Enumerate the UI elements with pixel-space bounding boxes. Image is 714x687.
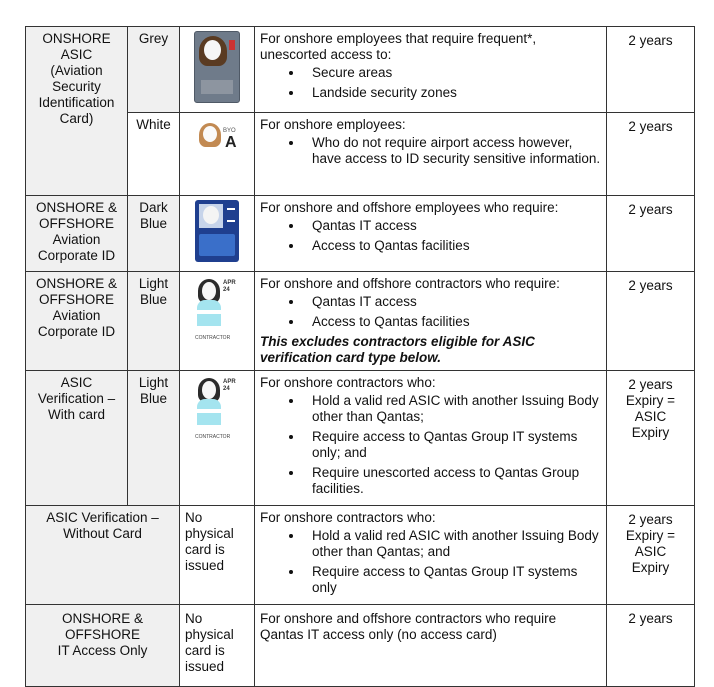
validity-line: 2 years xyxy=(628,33,673,48)
colour-label: Light xyxy=(138,276,169,291)
colour-label: White xyxy=(136,117,171,132)
eligibility-text: For onshore employees: xyxy=(260,117,406,132)
verification-card-image xyxy=(195,375,239,440)
validity-line: Expiry = ASIC xyxy=(625,393,676,424)
no-card-line: No xyxy=(185,510,203,525)
card-type-line: (Aviation xyxy=(50,63,103,78)
card-type-line: OFFSHORE xyxy=(38,216,114,231)
eligibility-item: • Access to Qantas facilities xyxy=(304,238,601,254)
card-image-cell xyxy=(180,272,255,371)
card-image-cell xyxy=(180,27,255,113)
eligibility-cell xyxy=(255,272,607,371)
eligibility-text: For onshore contractors who: xyxy=(260,510,436,525)
validity-cell xyxy=(607,27,695,113)
card-tag: BYO xyxy=(223,128,236,134)
validity-line: 2 years xyxy=(628,202,673,217)
eligibility-cell xyxy=(255,113,607,196)
eligibility-text: For onshore and offshore contractors who require Qantas IT access only (no access card) xyxy=(260,611,557,642)
card-date: APR 24 xyxy=(223,379,236,392)
eligibility-item: • Qantas IT access xyxy=(304,294,601,310)
card-type-line: Corporate ID xyxy=(37,324,116,339)
card-type-line: ASIC xyxy=(60,375,93,390)
dark-blue-card-image xyxy=(195,200,239,262)
eligibility-item: • Hold a valid red ASIC with another Issuing Body other than Qantas; and xyxy=(304,528,601,560)
card-type-line: Without Card xyxy=(63,526,142,541)
card-image-cell xyxy=(180,371,255,506)
validity-line: 2 years xyxy=(628,278,673,293)
colour-label: Blue xyxy=(139,216,168,231)
eligibility-text: For onshore and offshore contractors who require: xyxy=(260,276,560,291)
grey-asic-card-image xyxy=(194,31,240,103)
card-type-cell xyxy=(26,605,180,687)
card-type-line: ONSHORE & xyxy=(61,611,143,626)
validity-line: Expiry = ASIC xyxy=(625,528,676,559)
colour-cell xyxy=(128,371,180,506)
eligibility-item: • Landside security zones xyxy=(304,85,601,101)
eligibility-list xyxy=(260,135,601,167)
card-type-line: ONSHORE xyxy=(42,31,111,46)
eligibility-item: • Qantas IT access xyxy=(304,218,601,234)
id-card-table-page xyxy=(25,26,694,687)
colour-label: Light xyxy=(138,375,169,390)
card-type-line: ASIC Verification – xyxy=(46,510,159,525)
card-type-line: Identification xyxy=(38,95,115,110)
eligibility-item: • Hold a valid red ASIC with another Issuing Body other than Qantas; xyxy=(304,393,601,425)
card-letter: A xyxy=(225,134,237,151)
colour-cell xyxy=(128,272,180,371)
eligibility-item: • Who do not require airport access however, have access to ID security sensitive information. xyxy=(304,135,601,167)
light-blue-card-image xyxy=(195,276,239,341)
id-card-table xyxy=(25,26,695,687)
no-card-line: card is xyxy=(185,643,225,658)
card-label: CONTRACTOR xyxy=(195,434,231,440)
redacted-face xyxy=(202,381,216,399)
colour-label: Grey xyxy=(138,31,169,46)
card-type-cell xyxy=(26,506,180,605)
no-card-line: issued xyxy=(185,659,225,674)
eligibility-list xyxy=(260,528,601,596)
eligibility-list xyxy=(260,393,601,497)
card-type-cell xyxy=(26,27,128,196)
card-type-line: IT Access Only xyxy=(57,643,148,658)
table-row xyxy=(26,27,695,113)
validity-line: Expiry xyxy=(631,560,670,575)
validity-line: 2 years xyxy=(628,512,673,527)
card-image-cell xyxy=(180,605,255,687)
table-row xyxy=(26,605,695,687)
eligibility-item: • Require access to Qantas Group IT systems only xyxy=(304,564,601,596)
card-type-line: ONSHORE & xyxy=(35,200,117,215)
colour-label: Dark xyxy=(139,200,168,215)
card-logo xyxy=(229,40,235,50)
card-logo xyxy=(227,208,235,222)
table-row xyxy=(26,371,695,506)
eligibility-text: For onshore and offshore employees who require: xyxy=(260,200,559,215)
colour-label: Blue xyxy=(139,391,168,406)
card-type-line: Aviation xyxy=(52,232,101,247)
card-type-line: Aviation xyxy=(52,308,101,323)
eligibility-cell xyxy=(255,605,607,687)
validity-cell xyxy=(607,272,695,371)
card-type-cell xyxy=(26,196,128,272)
card-image-cell xyxy=(180,196,255,272)
validity-cell xyxy=(607,605,695,687)
eligibility-cell xyxy=(255,196,607,272)
card-label: CONTRACTOR xyxy=(195,335,231,341)
table-row xyxy=(26,506,695,605)
card-strip xyxy=(201,80,233,94)
no-card-line: issued xyxy=(185,558,225,573)
eligibility-text: For onshore contractors who: xyxy=(260,375,436,390)
exclusion-note: This excludes contractors eligible for ASIC verification card type below. xyxy=(260,334,535,365)
validity-line: Expiry xyxy=(631,425,670,440)
eligibility-list xyxy=(260,65,601,101)
validity-line: 2 years xyxy=(628,611,673,626)
eligibility-list xyxy=(260,218,601,254)
eligibility-item: • Access to Qantas facilities xyxy=(304,314,601,330)
eligibility-item: • Require access to Qantas Group IT systems only; and xyxy=(304,429,601,461)
card-type-line: Verification – xyxy=(37,391,116,406)
card-image-cell xyxy=(180,506,255,605)
validity-cell xyxy=(607,506,695,605)
validity-cell xyxy=(607,371,695,506)
colour-cell xyxy=(128,113,180,196)
card-type-line: OFFSHORE xyxy=(38,292,114,307)
validity-cell xyxy=(607,113,695,196)
validity-line: 2 years xyxy=(628,377,673,392)
card-type-line: With card xyxy=(47,407,105,422)
validity-cell xyxy=(607,196,695,272)
table-row xyxy=(26,272,695,371)
white-asic-card-image xyxy=(193,117,241,183)
redacted-face xyxy=(202,282,216,300)
validity-line: 2 years xyxy=(628,119,673,134)
eligibility-item: • Require unescorted access to Qantas Group facilities. xyxy=(304,465,601,497)
card-image-cell xyxy=(180,113,255,196)
colour-cell xyxy=(128,27,180,113)
redacted-face xyxy=(204,40,221,60)
card-type-line: ONSHORE & xyxy=(35,276,117,291)
eligibility-text: For onshore employees that require frequent*, unescorted access to: xyxy=(260,31,537,62)
card-type-cell xyxy=(26,371,128,506)
no-card-line: physical xyxy=(185,627,234,642)
eligibility-cell xyxy=(255,27,607,113)
redacted-face xyxy=(203,126,217,142)
eligibility-cell xyxy=(255,506,607,605)
card-type-line: ASIC xyxy=(60,47,93,62)
card-type-line: Security xyxy=(52,79,101,94)
card-panel xyxy=(199,234,235,256)
colour-cell xyxy=(128,196,180,272)
table-row xyxy=(26,196,695,272)
card-type-line: Corporate ID xyxy=(37,248,116,263)
eligibility-cell xyxy=(255,371,607,506)
colour-label: Blue xyxy=(139,292,168,307)
eligibility-list xyxy=(260,294,601,330)
no-card-line: physical xyxy=(185,526,234,541)
redacted-face xyxy=(203,206,219,224)
card-type-cell xyxy=(26,272,128,371)
no-card-line: No xyxy=(185,611,203,626)
card-date: APR 24 xyxy=(223,280,236,293)
card-type-line: OFFSHORE xyxy=(64,627,140,642)
eligibility-item: • Secure areas xyxy=(304,65,601,81)
card-type-line: Card) xyxy=(59,111,94,126)
no-card-line: card is xyxy=(185,542,225,557)
